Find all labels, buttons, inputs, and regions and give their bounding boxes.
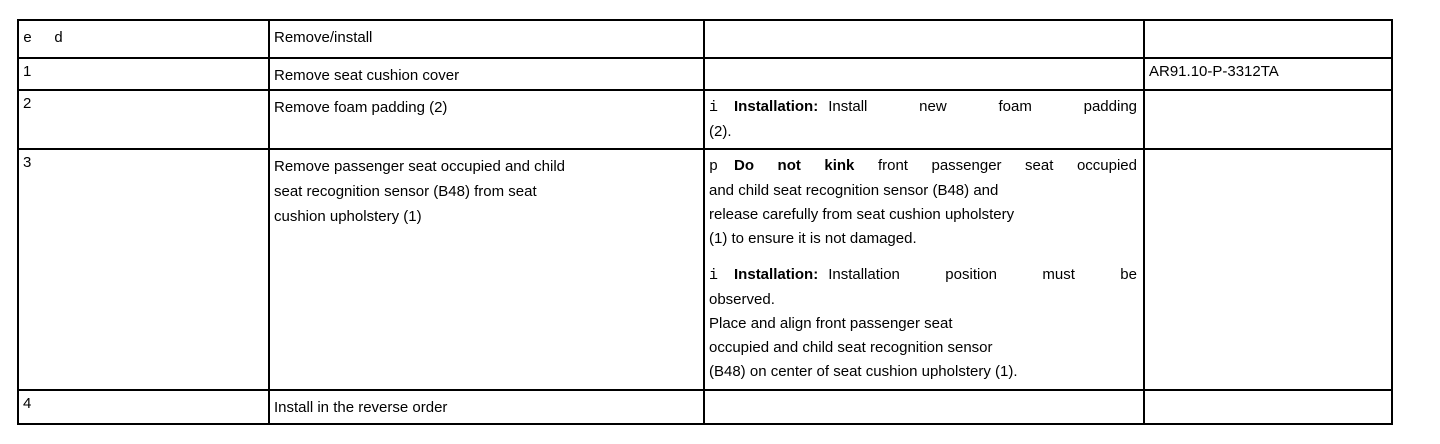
task-cell	[269, 149, 704, 390]
table-row	[18, 149, 1392, 390]
caution-icon: p	[709, 158, 719, 175]
note-text: Installation position must be	[828, 266, 1137, 283]
installation-note	[709, 263, 1137, 384]
step-number: 2	[23, 95, 32, 112]
task-text: seat recognition sensor (B48) from seat	[274, 183, 537, 200]
caution-text: and child seat recognition sensor (B48) and	[709, 182, 999, 199]
step-number-cell	[18, 58, 269, 90]
task-text: Remove passenger seat occupied and child	[274, 158, 566, 175]
step-number-cell	[18, 90, 269, 149]
note-cell	[704, 149, 1144, 390]
note-lead-label: Installation:	[734, 266, 819, 283]
info-icon: i	[709, 99, 719, 116]
note-cell	[704, 90, 1144, 149]
note-text: Place and align front passenger seat	[709, 315, 953, 332]
task-cell	[269, 90, 704, 149]
table-row	[18, 90, 1392, 149]
docref-cell-empty	[1144, 90, 1392, 149]
docref-cell-empty	[1144, 390, 1392, 424]
note-text: observed.	[709, 291, 775, 308]
symbols-header-cell	[18, 20, 269, 58]
note-lead-label: Installation:	[734, 98, 819, 115]
installation-note	[709, 95, 1137, 144]
caution-text: release carefully from seat cushion upholstery	[709, 206, 1015, 223]
step-number: 3	[23, 154, 32, 171]
docref-cell	[1144, 58, 1392, 90]
task-text: Remove foam padding (2)	[274, 99, 448, 116]
docref-header-cell-empty	[1144, 20, 1392, 58]
caution-text: front passenger seat occupied	[877, 157, 1137, 174]
caution-text: (1) to ensure it is not damaged.	[709, 230, 917, 247]
step-number-cell	[18, 149, 269, 390]
task-cell	[269, 58, 704, 90]
step-number-cell	[18, 390, 269, 424]
task-cell	[269, 390, 704, 424]
note-cell-empty	[704, 58, 1144, 90]
task-text: Install in the reverse order	[274, 399, 448, 416]
docref-cell-empty	[1144, 149, 1392, 390]
table-row	[18, 390, 1392, 424]
procedure-table	[17, 19, 1393, 425]
task-text: Remove seat cushion cover	[274, 67, 460, 84]
table-row	[18, 58, 1392, 90]
note-text: (2).	[709, 123, 732, 140]
note-cell-empty	[704, 390, 1144, 424]
procedure-title: Remove/install	[274, 29, 373, 46]
table-header-row	[18, 20, 1392, 58]
task-text: cushion upholstery (1)	[274, 208, 422, 225]
note-text: (B48) on center of seat cushion upholstery (1).	[709, 363, 1018, 380]
remove-symbol-icon: e	[23, 30, 33, 47]
install-symbol-icon: d	[54, 30, 64, 47]
procedure-title-cell	[269, 20, 704, 58]
caution-lead-label: Do not kink	[734, 157, 855, 174]
caution-note	[709, 154, 1137, 251]
info-icon: i	[709, 267, 719, 284]
step-number: 4	[23, 395, 32, 412]
note-text: occupied and child seat recognition sensor	[709, 339, 993, 356]
note-text: Install new foam padding	[828, 98, 1137, 115]
notes-header-cell-empty	[704, 20, 1144, 58]
doc-reference: AR91.10-P-3312TA	[1149, 63, 1279, 80]
step-number: 1	[23, 63, 32, 80]
